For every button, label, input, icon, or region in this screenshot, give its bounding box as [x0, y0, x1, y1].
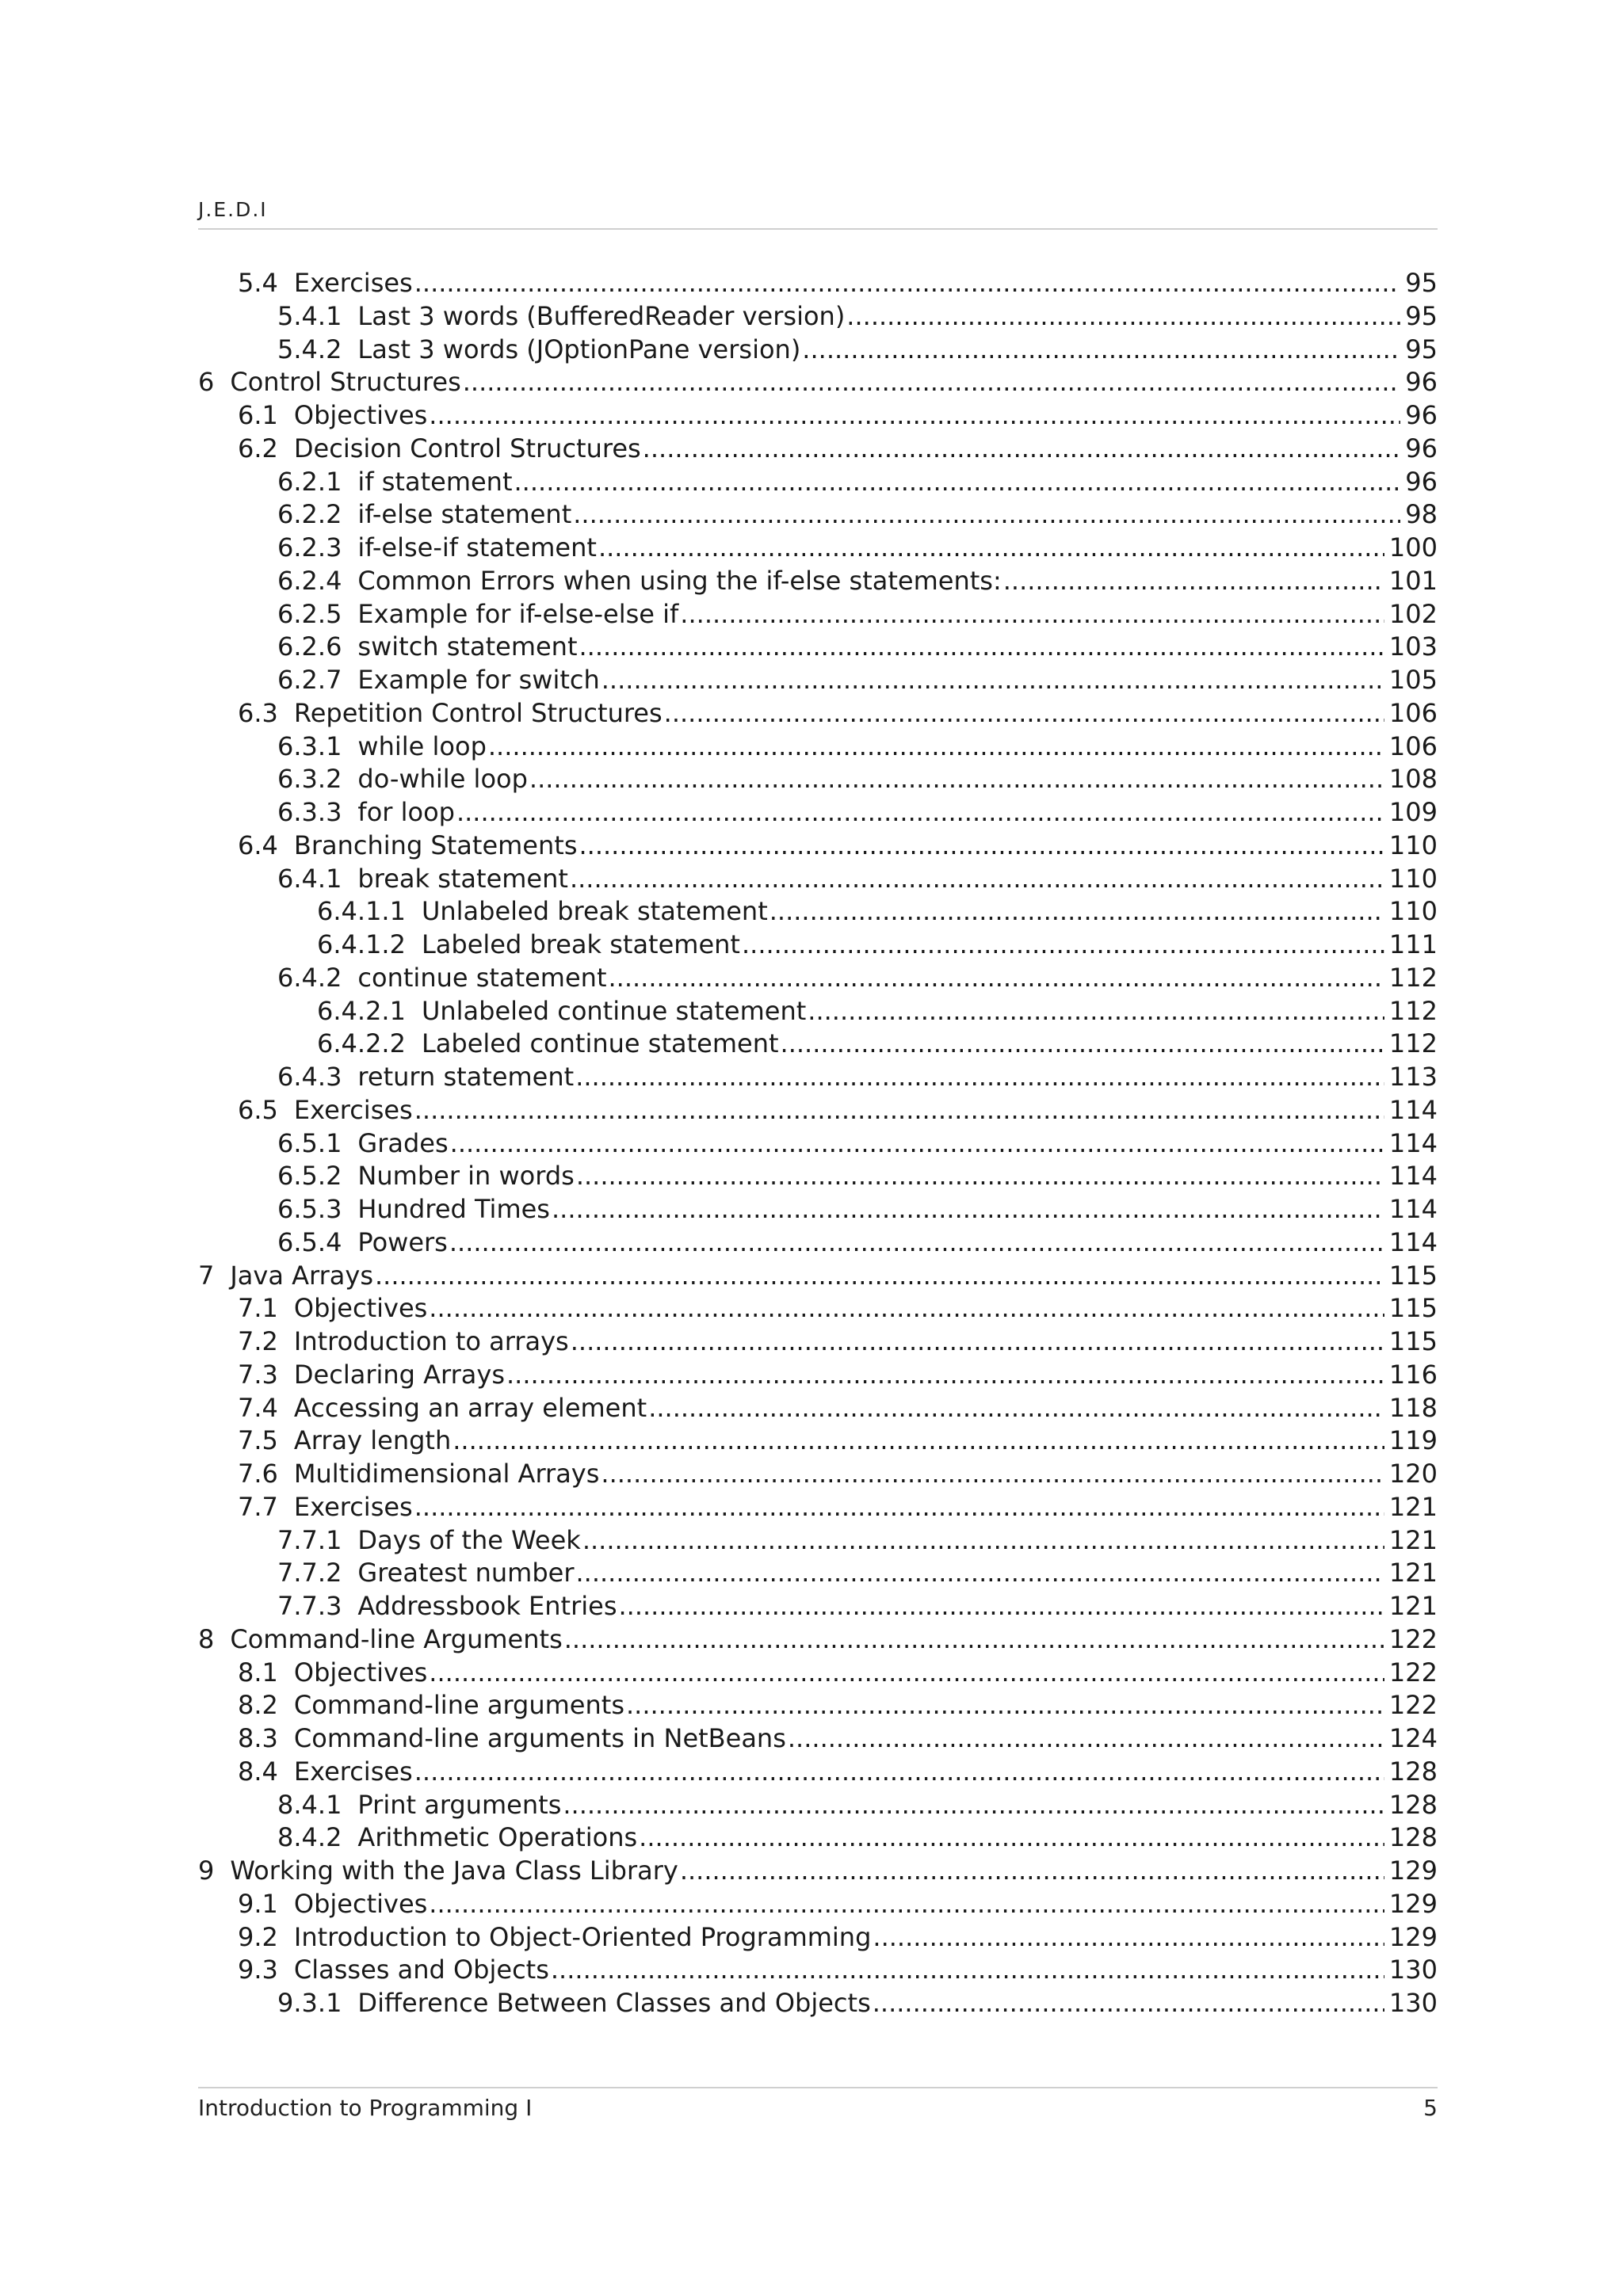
toc-entry[interactable]: [198, 1325, 1438, 1359]
toc-entry[interactable]: [198, 399, 1438, 433]
page-footer: [198, 2087, 1438, 2136]
toc-leader-dots: [514, 466, 1401, 499]
toc-entry-page: 106: [1388, 730, 1438, 761]
toc-entry-page: 114: [1388, 1226, 1438, 1257]
toc-leader-dots: [680, 1855, 1384, 1888]
toc-entry-title: Exercises: [293, 1094, 413, 1125]
toc-entry-number: 7.5: [238, 1425, 278, 1456]
toc-entry-page: 111: [1388, 929, 1438, 959]
toc-entry-page: 110: [1388, 830, 1438, 860]
toc-entry-number: 6.4.1.2: [317, 929, 406, 959]
toc-entry-page: 119: [1388, 1425, 1438, 1456]
toc-entry-number: 9.2: [238, 1921, 278, 1952]
toc-entry-number: 6.2.6: [277, 631, 342, 662]
toc-entry[interactable]: [198, 1226, 1438, 1260]
toc-entry-page: 106: [1388, 697, 1438, 728]
toc-entry-title: Objectives: [293, 1293, 428, 1324]
toc-entry-number: 7.6: [238, 1459, 278, 1489]
toc-entry-title: Objectives: [293, 1657, 428, 1688]
toc-leader-dots: [846, 300, 1400, 334]
toc-entry-title: Example for switch: [357, 665, 600, 695]
toc-leader-dots: [802, 334, 1400, 367]
toc-entry-page: 124: [1388, 1723, 1438, 1753]
toc-entry[interactable]: [198, 1094, 1438, 1127]
toc-entry-title: Print arguments: [357, 1789, 562, 1820]
toc-leader-dots: [552, 1193, 1384, 1226]
toc-leader-dots: [529, 763, 1384, 796]
toc-leader-dots: [873, 1921, 1384, 1955]
toc-entry-title: Days of the Week: [357, 1524, 581, 1555]
toc-entry-number: 6.4.2.2: [317, 1028, 406, 1059]
toc-entry-number: 6.4.2.1: [317, 995, 406, 1026]
toc-leader-dots: [873, 1987, 1384, 2020]
page-number: 5: [1423, 2095, 1438, 2121]
toc-entry-title: if-else statement: [357, 499, 572, 530]
toc-entry-number: 6.5.2: [277, 1161, 342, 1192]
toc-entry-number: 6.5.1: [277, 1127, 342, 1158]
toc-entry[interactable]: [198, 1722, 1438, 1756]
toc-leader-dots: [664, 697, 1384, 730]
toc-entry-title: Common Errors when using the if-else statements:: [357, 565, 1002, 596]
toc-entry-title: Objectives: [293, 400, 428, 430]
toc-leader-dots: [429, 1292, 1384, 1325]
toc-entry[interactable]: [198, 598, 1438, 631]
toc-entry-number: 9.1: [238, 1888, 278, 1919]
toc-entry-page: 96: [1405, 466, 1438, 497]
toc-entry-page: 95: [1405, 268, 1438, 298]
toc-entry[interactable]: [198, 565, 1438, 598]
toc-leader-dots: [598, 532, 1384, 565]
toc-entry-title: Addressbook Entries: [357, 1591, 617, 1621]
toc-leader-dots: [429, 399, 1400, 433]
toc-leader-dots: [429, 1888, 1384, 1921]
toc-entry-number: 5.4: [238, 268, 278, 298]
toc-entry-title: Declaring Arrays: [293, 1359, 505, 1390]
toc-entry-page: 109: [1388, 797, 1438, 827]
toc-leader-dots: [579, 631, 1384, 664]
toc-entry-number: 6.3: [238, 697, 278, 728]
toc-entry-title: return statement: [357, 1062, 575, 1092]
toc-entry-title: Introduction to Object-Oriented Programming: [293, 1921, 872, 1952]
toc-entry[interactable]: [198, 1127, 1438, 1161]
toc-leader-dots: [582, 1524, 1384, 1558]
toc-entry-number: 6.2.4: [277, 565, 342, 596]
toc-entry-number: 9: [198, 1855, 215, 1886]
toc-entry-page: 96: [1405, 433, 1438, 463]
toc-entry-number: 6.4: [238, 830, 278, 860]
toc-entry-page: 115: [1388, 1260, 1438, 1291]
toc-entry[interactable]: [198, 1689, 1438, 1722]
toc-entry-number: 6.2.7: [277, 665, 342, 695]
toc-leader-dots: [742, 929, 1384, 962]
toc-entry-number: 8: [198, 1623, 215, 1654]
toc-entry[interactable]: [198, 1954, 1438, 1987]
toc-leader-dots: [414, 1756, 1384, 1789]
toc-entry-number: 7.2: [238, 1326, 278, 1356]
toc-entry[interactable]: [198, 366, 1438, 399]
toc-entry[interactable]: [198, 995, 1438, 1028]
page-header: [198, 198, 1438, 230]
toc-entry-number: 6.3.3: [277, 797, 342, 827]
toc-entry-number: 8.4.2: [277, 1822, 342, 1853]
header-title: J.E.D.I: [198, 198, 268, 221]
toc-entry[interactable]: [198, 1590, 1438, 1623]
toc-entry[interactable]: [198, 1557, 1438, 1590]
toc-entry-number: 6.5.3: [277, 1194, 342, 1224]
toc-entry-number: 8.4.1: [277, 1789, 342, 1820]
toc-entry-number: 6.5: [238, 1094, 278, 1125]
toc-entry-title: Difference Between Classes and Objects: [357, 1988, 871, 2018]
toc-entry-title: break statement: [357, 863, 568, 894]
toc-entry[interactable]: [198, 1855, 1438, 1888]
toc-leader-dots: [551, 1954, 1384, 1987]
toc-entry-title: for loop: [357, 797, 455, 827]
toc-leader-dots: [575, 1061, 1384, 1094]
toc-entry-number: 6.2.5: [277, 598, 342, 629]
toc-entry[interactable]: [198, 1888, 1438, 1921]
toc-entry[interactable]: [198, 433, 1438, 466]
toc-entry-number: 6.4.2: [277, 962, 342, 993]
toc-leader-dots: [781, 1028, 1384, 1061]
toc-entry-number: 8.2: [238, 1690, 278, 1721]
toc-entry-page: 114: [1388, 1161, 1438, 1192]
toc-entry[interactable]: [198, 664, 1438, 697]
toc-entry-title: Hundred Times: [357, 1194, 550, 1224]
toc-entry-page: 122: [1388, 1623, 1438, 1654]
toc-entry-title: Command-line Arguments: [230, 1623, 563, 1654]
toc-entry-title: Array length: [293, 1425, 452, 1456]
toc-entry[interactable]: [198, 1491, 1438, 1524]
toc-entry-page: 102: [1388, 598, 1438, 629]
toc-entry-number: 6.4.1.1: [317, 896, 406, 927]
toc-entry[interactable]: [198, 631, 1438, 664]
toc-entry-number: 7.7.3: [277, 1591, 342, 1621]
toc-entry-title: Unlabeled continue statement: [421, 995, 807, 1026]
toc-leader-dots: [601, 664, 1384, 697]
toc-leader-dots: [488, 730, 1384, 764]
toc-entry[interactable]: [198, 1061, 1438, 1094]
toc-entry-page: 121: [1388, 1524, 1438, 1555]
toc-entry-number: 9.3: [238, 1955, 278, 1985]
toc-entry-page: 120: [1388, 1459, 1438, 1489]
toc-leader-dots: [449, 1226, 1384, 1260]
toc-entry-number: 5.4.1: [277, 300, 342, 331]
toc-entry-title: Control Structures: [230, 367, 461, 398]
toc-entry-number: 6.2.3: [277, 532, 342, 563]
toc-leader-dots: [639, 1821, 1384, 1855]
toc-entry-title: if-else-if statement: [357, 532, 597, 563]
toc-entry-page: 130: [1388, 1955, 1438, 1985]
toc-entry-title: Accessing an array element: [293, 1392, 647, 1423]
toc-entry-title: Labeled break statement: [421, 929, 740, 959]
toc-entry-page: 101: [1388, 565, 1438, 596]
toc-entry[interactable]: [198, 466, 1438, 499]
toc-entry-title: Grades: [357, 1127, 449, 1158]
toc-entry-page: 118: [1388, 1392, 1438, 1423]
toc-entry[interactable]: [198, 334, 1438, 367]
toc-entry-page: 114: [1388, 1127, 1438, 1158]
toc-entry-page: 115: [1388, 1293, 1438, 1324]
toc-entry-title: Objectives: [293, 1888, 428, 1919]
toc-entry-page: 129: [1388, 1888, 1438, 1919]
toc-entry-title: Multidimensional Arrays: [293, 1459, 600, 1489]
table-of-contents: [198, 267, 1438, 2020]
toc-entry-page: 129: [1388, 1855, 1438, 1886]
toc-entry-number: 6.4.3: [277, 1062, 342, 1092]
toc-entry-page: 122: [1388, 1690, 1438, 1721]
toc-entry-page: 112: [1388, 1028, 1438, 1059]
toc-entry-page: 121: [1388, 1558, 1438, 1589]
toc-entry-number: 7.4: [238, 1392, 278, 1423]
toc-leader-dots: [618, 1590, 1384, 1623]
toc-leader-dots: [601, 1458, 1384, 1491]
toc-entry-title: Unlabeled break statement: [421, 896, 768, 927]
toc-entry[interactable]: [198, 1359, 1438, 1392]
toc-entry[interactable]: [198, 1160, 1438, 1193]
toc-entry-page: 98: [1405, 499, 1438, 530]
toc-entry-title: Labeled continue statement: [421, 1028, 779, 1059]
toc-entry-page: 103: [1388, 631, 1438, 662]
toc-entry-number: 7.1: [238, 1293, 278, 1324]
toc-leader-dots: [450, 1127, 1384, 1161]
toc-entry[interactable]: [198, 796, 1438, 830]
toc-entry-title: Classes and Objects: [293, 1955, 549, 1985]
toc-entry-number: 8.3: [238, 1723, 278, 1753]
toc-entry-page: 128: [1388, 1822, 1438, 1853]
toc-entry-page: 105: [1388, 665, 1438, 695]
toc-entry-page: 96: [1405, 400, 1438, 430]
toc-leader-dots: [463, 366, 1401, 399]
toc-entry[interactable]: [198, 1756, 1438, 1789]
toc-entry-page: 95: [1405, 334, 1438, 364]
toc-entry-title: while loop: [357, 730, 487, 761]
toc-entry[interactable]: [198, 1623, 1438, 1657]
toc-entry-number: 7.7: [238, 1491, 278, 1522]
toc-entry[interactable]: [198, 1292, 1438, 1325]
toc-entry-number: 7.7.1: [277, 1524, 342, 1555]
toc-entry-page: 110: [1388, 863, 1438, 894]
footer-title: Introduction to Programming I: [198, 2095, 533, 2121]
toc-entry[interactable]: [198, 895, 1438, 929]
toc-entry-number: 6.2.1: [277, 466, 342, 497]
toc-entry-number: 6.2: [238, 433, 278, 463]
toc-leader-dots: [648, 1392, 1384, 1425]
toc-leader-dots: [769, 895, 1384, 929]
toc-entry-page: 130: [1388, 1988, 1438, 2018]
toc-entry-title: Powers: [357, 1226, 448, 1257]
toc-entry-page: 100: [1388, 532, 1438, 563]
toc-leader-dots: [643, 433, 1401, 466]
toc-entry[interactable]: [198, 1524, 1438, 1558]
toc-entry-title: Exercises: [293, 1491, 413, 1522]
toc-leader-dots: [1003, 565, 1384, 598]
toc-entry[interactable]: [198, 730, 1438, 764]
toc-entry-number: 5.4.2: [277, 334, 342, 364]
toc-entry-title: do-while loop: [357, 764, 528, 795]
toc-entry-page: 128: [1388, 1756, 1438, 1787]
toc-leader-dots: [576, 1160, 1384, 1193]
toc-entry[interactable]: [198, 1425, 1438, 1458]
toc-entry-title: Java Arrays: [230, 1260, 373, 1291]
toc-entry-number: 9.3.1: [277, 1988, 342, 2018]
toc-leader-dots: [414, 267, 1401, 300]
toc-leader-dots: [808, 995, 1384, 1028]
toc-leader-dots: [680, 598, 1384, 631]
toc-entry-page: 108: [1388, 764, 1438, 795]
toc-entry-page: 96: [1405, 367, 1438, 398]
toc-entry[interactable]: [198, 267, 1438, 300]
toc-entry[interactable]: [198, 929, 1438, 962]
toc-leader-dots: [571, 1325, 1384, 1359]
toc-entry-title: Working with the Java Class Library: [230, 1855, 678, 1886]
toc-entry-title: if statement: [357, 466, 513, 497]
toc-entry-title: Introduction to arrays: [293, 1326, 569, 1356]
toc-entry[interactable]: [198, 1987, 1438, 2020]
toc-leader-dots: [575, 1557, 1384, 1590]
toc-leader-dots: [563, 1789, 1384, 1822]
toc-entry-title: Last 3 words (BufferedReader version): [357, 300, 846, 331]
toc-entry[interactable]: [198, 962, 1438, 995]
toc-entry[interactable]: [198, 1193, 1438, 1226]
toc-entry[interactable]: [198, 1921, 1438, 1955]
toc-entry[interactable]: [198, 532, 1438, 565]
toc-entry[interactable]: [198, 498, 1438, 532]
toc-entry-title: Example for if-else-else if: [357, 598, 679, 629]
toc-entry-page: 95: [1405, 300, 1438, 331]
toc-entry[interactable]: [198, 763, 1438, 796]
toc-entry-page: 121: [1388, 1591, 1438, 1621]
toc-entry-title: Decision Control Structures: [293, 433, 641, 463]
toc-entry-page: 113: [1388, 1062, 1438, 1092]
toc-entry-page: 121: [1388, 1491, 1438, 1522]
toc-entry-number: 6.3.2: [277, 764, 342, 795]
toc-entry-title: Repetition Control Structures: [293, 697, 663, 728]
toc-leader-dots: [506, 1359, 1384, 1392]
toc-entry-number: 8.4: [238, 1756, 278, 1787]
toc-leader-dots: [573, 498, 1400, 532]
toc-entry-title: Exercises: [293, 268, 413, 298]
toc-entry[interactable]: [198, 1458, 1438, 1491]
toc-entry-title: switch statement: [357, 631, 578, 662]
toc-entry-number: 6.4.1: [277, 863, 342, 894]
toc-leader-dots: [414, 1094, 1384, 1127]
toc-entry-title: Number in words: [357, 1161, 575, 1192]
toc-leader-dots: [564, 1623, 1384, 1657]
toc-entry-page: 114: [1388, 1194, 1438, 1224]
toc-leader-dots: [788, 1722, 1384, 1756]
toc-entry[interactable]: [198, 830, 1438, 863]
toc-entry[interactable]: [198, 1657, 1438, 1690]
toc-leader-dots: [375, 1260, 1384, 1293]
toc-entry-title: Arithmetic Operations: [357, 1822, 638, 1853]
toc-leader-dots: [570, 863, 1384, 896]
toc-entry[interactable]: [198, 1789, 1438, 1822]
toc-leader-dots: [579, 830, 1384, 863]
toc-entry[interactable]: [198, 1028, 1438, 1061]
toc-entry-page: 112: [1388, 962, 1438, 993]
toc-entry-title: continue statement: [357, 962, 607, 993]
toc-entry[interactable]: [198, 1260, 1438, 1293]
toc-entry-number: 7: [198, 1260, 215, 1291]
toc-entry-number: 6.3.1: [277, 730, 342, 761]
toc-leader-dots: [429, 1657, 1384, 1690]
toc-entry-title: Exercises: [293, 1756, 413, 1787]
toc-entry-title: Command-line arguments: [293, 1690, 624, 1721]
toc-entry-page: 114: [1388, 1094, 1438, 1125]
toc-leader-dots: [456, 796, 1384, 830]
toc-entry-number: 7.3: [238, 1359, 278, 1390]
toc-entry-title: Command-line arguments in NetBeans: [293, 1723, 786, 1753]
toc-entry-number: 8.1: [238, 1657, 278, 1688]
toc-entry-page: 128: [1388, 1789, 1438, 1820]
toc-entry-number: 7.7.2: [277, 1558, 342, 1589]
toc-leader-dots: [608, 962, 1384, 995]
toc-entry-page: 129: [1388, 1921, 1438, 1952]
toc-entry-page: 112: [1388, 995, 1438, 1026]
toc-entry[interactable]: [198, 1392, 1438, 1425]
toc-entry[interactable]: [198, 697, 1438, 730]
toc-entry-page: 110: [1388, 896, 1438, 927]
toc-leader-dots: [626, 1689, 1384, 1722]
toc-entry-number: 6.5.4: [277, 1226, 342, 1257]
toc-entry-number: 6.1: [238, 400, 278, 430]
toc-entry-number: 6: [198, 367, 215, 398]
toc-entry[interactable]: [198, 863, 1438, 896]
toc-entry-number: 6.2.2: [277, 499, 342, 530]
toc-entry-title: Branching Statements: [293, 830, 578, 860]
toc-entry[interactable]: [198, 1821, 1438, 1855]
toc-entry-page: 115: [1388, 1326, 1438, 1356]
toc-entry-title: Last 3 words (JOptionPane version): [357, 334, 801, 364]
toc-entry-title: Greatest number: [357, 1558, 575, 1589]
toc-entry-page: 116: [1388, 1359, 1438, 1390]
toc-entry[interactable]: [198, 300, 1438, 334]
toc-leader-dots: [414, 1491, 1384, 1524]
toc-leader-dots: [453, 1425, 1384, 1458]
toc-entry-page: 122: [1388, 1657, 1438, 1688]
